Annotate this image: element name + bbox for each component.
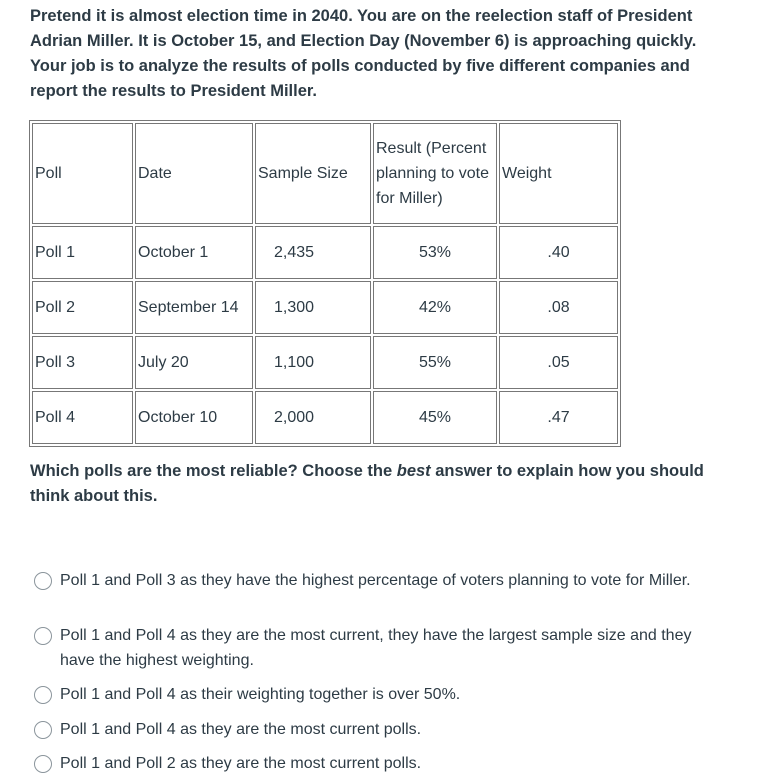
radio-button[interactable]	[34, 755, 52, 773]
radio-button[interactable]	[34, 572, 52, 590]
cell-sample-size: 1,100	[255, 336, 371, 389]
cell-sample-size: 1,300	[255, 281, 371, 334]
question-text-after: answer to explain how you should think about this.	[30, 462, 704, 505]
cell-result: 42%	[373, 281, 497, 334]
cell-poll: Poll 2	[32, 281, 133, 334]
radio-button[interactable]	[34, 627, 52, 645]
cell-date: October 1	[135, 226, 253, 279]
cell-date: July 20	[135, 336, 253, 389]
answer-option[interactable]	[34, 623, 694, 673]
cell-poll: Poll 1	[32, 226, 133, 279]
answer-option[interactable]	[34, 568, 694, 593]
cell-poll: Poll 3	[32, 336, 133, 389]
cell-result: 53%	[373, 226, 497, 279]
answer-option[interactable]	[34, 717, 694, 742]
answer-option[interactable]	[34, 682, 694, 707]
cell-result: 55%	[373, 336, 497, 389]
answer-option-label: Poll 1 and Poll 4 as their weighting together is over 50%.	[60, 686, 461, 703]
table-row	[32, 391, 618, 444]
question-text	[30, 459, 710, 509]
cell-date: September 14	[135, 281, 253, 334]
cell-sample-size: 2,000	[255, 391, 371, 444]
cell-poll: Poll 4	[32, 391, 133, 444]
header-result: Result (Percent planning to vote for Miller)	[373, 123, 497, 224]
table-header-row	[32, 123, 618, 224]
cell-weight: .47	[499, 391, 618, 444]
answer-option-label: Poll 1 and Poll 3 as they have the highest percentage of voters planning to vote for Miller.	[60, 572, 691, 589]
header-sample-size: Sample Size	[255, 123, 371, 224]
poll-table	[29, 120, 621, 447]
header-poll: Poll	[32, 123, 133, 224]
table-row	[32, 281, 618, 334]
answer-option-label: Poll 1 and Poll 2 as they are the most current polls.	[60, 755, 422, 772]
question-emphasis: best	[396, 462, 431, 480]
answer-option[interactable]	[34, 751, 694, 776]
radio-button[interactable]	[34, 686, 52, 704]
table-row	[32, 226, 618, 279]
cell-result: 45%	[373, 391, 497, 444]
cell-weight: .08	[499, 281, 618, 334]
intro-paragraph: Pretend it is almost election time in 2040. You are on the reelection staff of President Adrian Miller. It is October 15, and Election Day (November 6) is approaching quickly. Your job is to analyze the results of polls conducted by five different companies and report the results to President Miller.	[30, 7, 697, 100]
cell-weight: .40	[499, 226, 618, 279]
cell-weight: .05	[499, 336, 618, 389]
question-text-before: Which polls are the most reliable? Choose the	[30, 462, 397, 480]
answer-option-label: Poll 1 and Poll 4 as they are the most current, they have the largest sample size and they have the highest weighting.	[60, 627, 692, 669]
table-row	[32, 336, 618, 389]
cell-sample-size: 2,435	[255, 226, 371, 279]
header-date: Date	[135, 123, 253, 224]
header-weight: Weight	[499, 123, 618, 224]
radio-button[interactable]	[34, 721, 52, 739]
cell-date: October 10	[135, 391, 253, 444]
answer-option-label: Poll 1 and Poll 4 as they are the most current polls.	[60, 721, 422, 738]
